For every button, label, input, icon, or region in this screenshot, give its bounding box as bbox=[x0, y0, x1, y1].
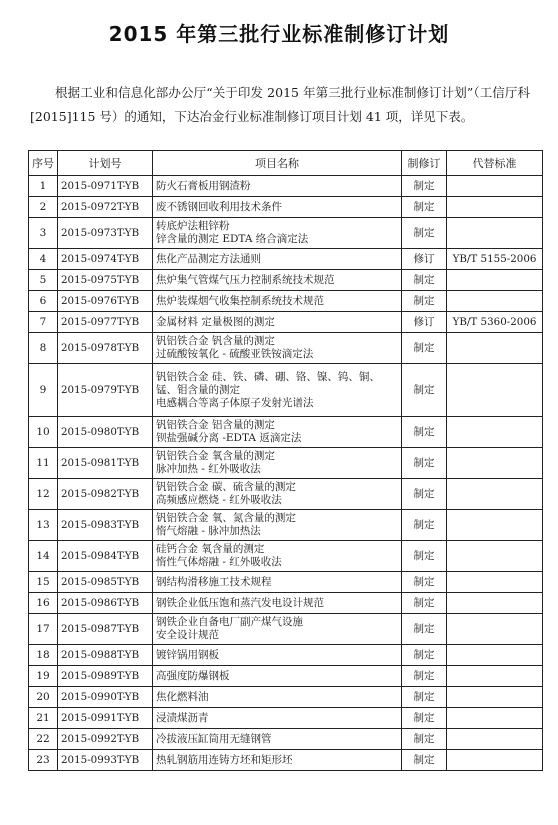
table-row bbox=[29, 510, 543, 541]
cell-replaced-standard bbox=[447, 218, 543, 249]
table-row bbox=[29, 333, 543, 364]
cell-replaced-standard bbox=[447, 666, 543, 687]
project-name-line: 电感耦合等离子体原子发射光谱法 bbox=[156, 396, 314, 409]
cell-no: 12 bbox=[29, 479, 58, 510]
table-row bbox=[29, 541, 543, 572]
cell-plan-code: 2015-0985T-YB bbox=[58, 572, 153, 593]
cell-type: 制定 bbox=[402, 750, 447, 771]
cell-plan-code: 2015-0991T-YB bbox=[58, 708, 153, 729]
cell-plan-code: 2015-0975T-YB bbox=[58, 270, 153, 291]
cell-project-name bbox=[153, 479, 402, 510]
cell-type: 制定 bbox=[402, 364, 447, 417]
project-name-line: 安全设计规范 bbox=[156, 629, 219, 641]
cell-no: 11 bbox=[29, 448, 58, 479]
table-row bbox=[29, 364, 543, 417]
table-row bbox=[29, 270, 543, 291]
cell-type: 制定 bbox=[402, 270, 447, 291]
project-name-line: 防火石膏板用钢渣粉 bbox=[156, 179, 251, 192]
project-name-line: 金属材料 定量极图的测定 bbox=[156, 315, 275, 328]
cell-type: 制定 bbox=[402, 666, 447, 687]
project-name-line: 硅钙合金 氧含量的测定 bbox=[156, 543, 265, 555]
cell-no: 17 bbox=[29, 614, 58, 645]
project-name-line: 锌含量的测定 EDTA 络合滴定法 bbox=[156, 233, 309, 245]
cell-type: 制定 bbox=[402, 291, 447, 312]
cell-plan-code: 2015-0990T-YB bbox=[58, 687, 153, 708]
cell-no: 5 bbox=[29, 270, 58, 291]
header-project-name: 项目名称 bbox=[153, 151, 402, 176]
cell-type: 制定 bbox=[402, 218, 447, 249]
table-row bbox=[29, 417, 543, 448]
header-replaced-standard: 代替标准 bbox=[447, 151, 543, 176]
cell-type: 制定 bbox=[402, 417, 447, 448]
cell-no: 9 bbox=[29, 364, 58, 417]
cell-plan-code: 2015-0988T-YB bbox=[58, 645, 153, 666]
cell-replaced-standard bbox=[447, 176, 543, 197]
table-row bbox=[29, 593, 543, 614]
cell-project-name bbox=[153, 572, 402, 593]
table-row bbox=[29, 729, 543, 750]
cell-replaced-standard bbox=[447, 510, 543, 541]
intro-paragraph: 根据工业和信息化部办公厅“关于印发 2015 年第三批行业标准制修订计划”（工信厅科 [2015]115 号）的通知，下达冶金行业标准制修订项目计划 41 项，详见下表。 bbox=[30, 84, 530, 124]
cell-project-name bbox=[153, 750, 402, 771]
cell-type: 修订 bbox=[402, 249, 447, 270]
cell-project-name bbox=[153, 270, 402, 291]
cell-no: 22 bbox=[29, 729, 58, 750]
cell-type: 制定 bbox=[402, 541, 447, 572]
cell-replaced-standard bbox=[447, 687, 543, 708]
cell-plan-code: 2015-0972T-YB bbox=[58, 197, 153, 218]
cell-no: 10 bbox=[29, 417, 58, 448]
cell-plan-code: 2015-0977T-YB bbox=[58, 312, 153, 333]
cell-type: 制定 bbox=[402, 614, 447, 645]
cell-plan-code: 2015-0993T-YB bbox=[58, 750, 153, 771]
cell-plan-code: 2015-0983T-YB bbox=[58, 510, 153, 541]
cell-replaced-standard bbox=[447, 417, 543, 448]
table-row bbox=[29, 176, 543, 197]
project-name-line: 焦化燃料油 bbox=[156, 690, 209, 703]
cell-type: 制定 bbox=[402, 708, 447, 729]
cell-project-name bbox=[153, 333, 402, 364]
cell-no: 14 bbox=[29, 541, 58, 572]
cell-project-name bbox=[153, 687, 402, 708]
table-row bbox=[29, 197, 543, 218]
cell-project-name bbox=[153, 218, 402, 249]
page-title: 2015 年第三批行业标准制修订计划 bbox=[108, 22, 450, 46]
cell-replaced-standard bbox=[447, 541, 543, 572]
project-name-line: 钒铝铁合金 氧、氮含量的测定 bbox=[156, 512, 296, 524]
project-name-line: 脉冲加热 - 红外吸收法 bbox=[156, 463, 261, 475]
cell-replaced-standard bbox=[447, 572, 543, 593]
standards-plan-table bbox=[28, 150, 543, 771]
project-name-line: 钒铝铁合金 氧含量的测定 bbox=[156, 450, 275, 462]
project-name-line: 过硫酸铵氧化 - 硫酸亚铁铵滴定法 bbox=[156, 348, 314, 360]
cell-plan-code: 2015-0978T-YB bbox=[58, 333, 153, 364]
cell-replaced-standard bbox=[447, 614, 543, 645]
project-name-line: 惰气熔融 - 脉冲加热法 bbox=[156, 525, 261, 537]
project-name-line: 高强度防爆钢板 bbox=[156, 669, 230, 682]
cell-project-name bbox=[153, 364, 402, 417]
table-row bbox=[29, 291, 543, 312]
cell-type: 制定 bbox=[402, 510, 447, 541]
cell-replaced-standard bbox=[447, 729, 543, 750]
header-no: 序号 bbox=[29, 151, 58, 176]
cell-no: 15 bbox=[29, 572, 58, 593]
cell-plan-code: 2015-0989T-YB bbox=[58, 666, 153, 687]
cell-type: 制定 bbox=[402, 572, 447, 593]
cell-no: 21 bbox=[29, 708, 58, 729]
cell-type: 制定 bbox=[402, 479, 447, 510]
cell-type: 制定 bbox=[402, 687, 447, 708]
project-name-line: 钢铁企业低压饱和蒸汽发电设计规范 bbox=[156, 596, 324, 609]
cell-plan-code: 2015-0974T-YB bbox=[58, 249, 153, 270]
table-row bbox=[29, 645, 543, 666]
cell-project-name bbox=[153, 417, 402, 448]
header-plan-code: 计划号 bbox=[58, 151, 153, 176]
project-name-line: 钡盐强碱分离 -EDTA 返滴定法 bbox=[156, 432, 302, 444]
table-row bbox=[29, 750, 543, 771]
project-name-line: 焦化产品测定方法通则 bbox=[156, 252, 261, 265]
cell-plan-code: 2015-0980T-YB bbox=[58, 417, 153, 448]
cell-type: 制定 bbox=[402, 593, 447, 614]
table-row bbox=[29, 572, 543, 593]
table-row bbox=[29, 448, 543, 479]
table-row bbox=[29, 708, 543, 729]
cell-replaced-standard bbox=[447, 291, 543, 312]
table-row bbox=[29, 666, 543, 687]
cell-no: 19 bbox=[29, 666, 58, 687]
cell-plan-code: 2015-0973T-YB bbox=[58, 218, 153, 249]
cell-project-name bbox=[153, 666, 402, 687]
cell-plan-code: 2015-0992T-YB bbox=[58, 729, 153, 750]
cell-project-name bbox=[153, 291, 402, 312]
cell-no: 4 bbox=[29, 249, 58, 270]
project-name-line: 热轧钢筋用连铸方坯和矩形坯 bbox=[156, 753, 293, 766]
cell-project-name bbox=[153, 249, 402, 270]
cell-type: 制定 bbox=[402, 645, 447, 666]
project-name-line: 惰性气体熔融 - 红外吸收法 bbox=[156, 556, 282, 568]
cell-no: 20 bbox=[29, 687, 58, 708]
cell-no: 16 bbox=[29, 593, 58, 614]
cell-project-name bbox=[153, 708, 402, 729]
project-name-line: 焦炉装煤烟气收集控制系统技术规范 bbox=[156, 294, 324, 307]
cell-project-name bbox=[153, 448, 402, 479]
cell-type: 制定 bbox=[402, 448, 447, 479]
cell-type: 制定 bbox=[402, 729, 447, 750]
cell-replaced-standard bbox=[447, 479, 543, 510]
project-name-line: 钒铝铁合金 硅、铁、磷、硼、铬、镍、钨、铜、锰、钼含量的测定 bbox=[156, 370, 380, 396]
table-body bbox=[29, 176, 543, 771]
cell-replaced-standard bbox=[447, 750, 543, 771]
project-name-line: 冷拔液压缸筒用无缝钢管 bbox=[156, 732, 272, 745]
project-name-line: 钢铁企业自备电厂副产煤气设施 bbox=[156, 616, 303, 628]
cell-replaced-standard bbox=[447, 645, 543, 666]
cell-replaced-standard bbox=[447, 593, 543, 614]
cell-type: 修订 bbox=[402, 312, 447, 333]
cell-no: 18 bbox=[29, 645, 58, 666]
cell-project-name bbox=[153, 729, 402, 750]
project-name-line: 浸渍煤沥青 bbox=[156, 711, 209, 724]
cell-plan-code: 2015-0986T-YB bbox=[58, 593, 153, 614]
cell-project-name bbox=[153, 176, 402, 197]
cell-plan-code: 2015-0979T-YB bbox=[58, 364, 153, 417]
project-name-line: 钢结构滑移施工技术规程 bbox=[156, 575, 272, 588]
cell-replaced-standard bbox=[447, 197, 543, 218]
cell-plan-code: 2015-0981T-YB bbox=[58, 448, 153, 479]
cell-type: 制定 bbox=[402, 197, 447, 218]
cell-no: 3 bbox=[29, 218, 58, 249]
header-type: 制修订 bbox=[402, 151, 447, 176]
project-name-line: 钒铝铁合金 碳、硫含量的测定 bbox=[156, 481, 296, 493]
table-row bbox=[29, 218, 543, 249]
cell-plan-code: 2015-0976T-YB bbox=[58, 291, 153, 312]
cell-project-name bbox=[153, 593, 402, 614]
table-row bbox=[29, 312, 543, 333]
cell-type: 制定 bbox=[402, 176, 447, 197]
cell-project-name bbox=[153, 510, 402, 541]
cell-replaced-standard bbox=[447, 270, 543, 291]
cell-type: 制定 bbox=[402, 333, 447, 364]
table-header-row bbox=[29, 151, 543, 176]
cell-replaced-standard bbox=[447, 448, 543, 479]
cell-no: 8 bbox=[29, 333, 58, 364]
cell-project-name bbox=[153, 541, 402, 572]
cell-project-name bbox=[153, 614, 402, 645]
cell-replaced-standard bbox=[447, 364, 543, 417]
table-row bbox=[29, 479, 543, 510]
cell-no: 13 bbox=[29, 510, 58, 541]
project-name-line: 废不锈钢回收利用技术条件 bbox=[156, 200, 282, 213]
cell-no: 23 bbox=[29, 750, 58, 771]
table-row bbox=[29, 249, 543, 270]
project-name-line: 钒铝铁合金 铝含量的测定 bbox=[156, 419, 275, 431]
cell-replaced-standard bbox=[447, 708, 543, 729]
cell-replaced-standard bbox=[447, 333, 543, 364]
cell-replaced-standard: YB/T 5155-2006 bbox=[447, 249, 543, 270]
cell-project-name bbox=[153, 197, 402, 218]
project-name-line: 转底炉法粗锌粉 bbox=[156, 220, 230, 232]
cell-project-name bbox=[153, 645, 402, 666]
cell-plan-code: 2015-0982T-YB bbox=[58, 479, 153, 510]
cell-no: 2 bbox=[29, 197, 58, 218]
cell-project-name bbox=[153, 312, 402, 333]
project-name-line: 高频感应燃烧 - 红外吸收法 bbox=[156, 494, 282, 506]
table-row bbox=[29, 614, 543, 645]
table-row bbox=[29, 687, 543, 708]
project-name-line: 焦炉集气管煤气压力控制系统技术规范 bbox=[156, 273, 335, 286]
cell-plan-code: 2015-0971T-YB bbox=[58, 176, 153, 197]
project-name-line: 钒铝铁合金 钒含量的测定 bbox=[156, 335, 275, 347]
cell-no: 1 bbox=[29, 176, 58, 197]
cell-plan-code: 2015-0984T-YB bbox=[58, 541, 153, 572]
cell-replaced-standard: YB/T 5360-2006 bbox=[447, 312, 543, 333]
cell-plan-code: 2015-0987T-YB bbox=[58, 614, 153, 645]
cell-no: 6 bbox=[29, 291, 58, 312]
project-name-line: 镀锌锅用钢板 bbox=[156, 648, 219, 661]
cell-no: 7 bbox=[29, 312, 58, 333]
